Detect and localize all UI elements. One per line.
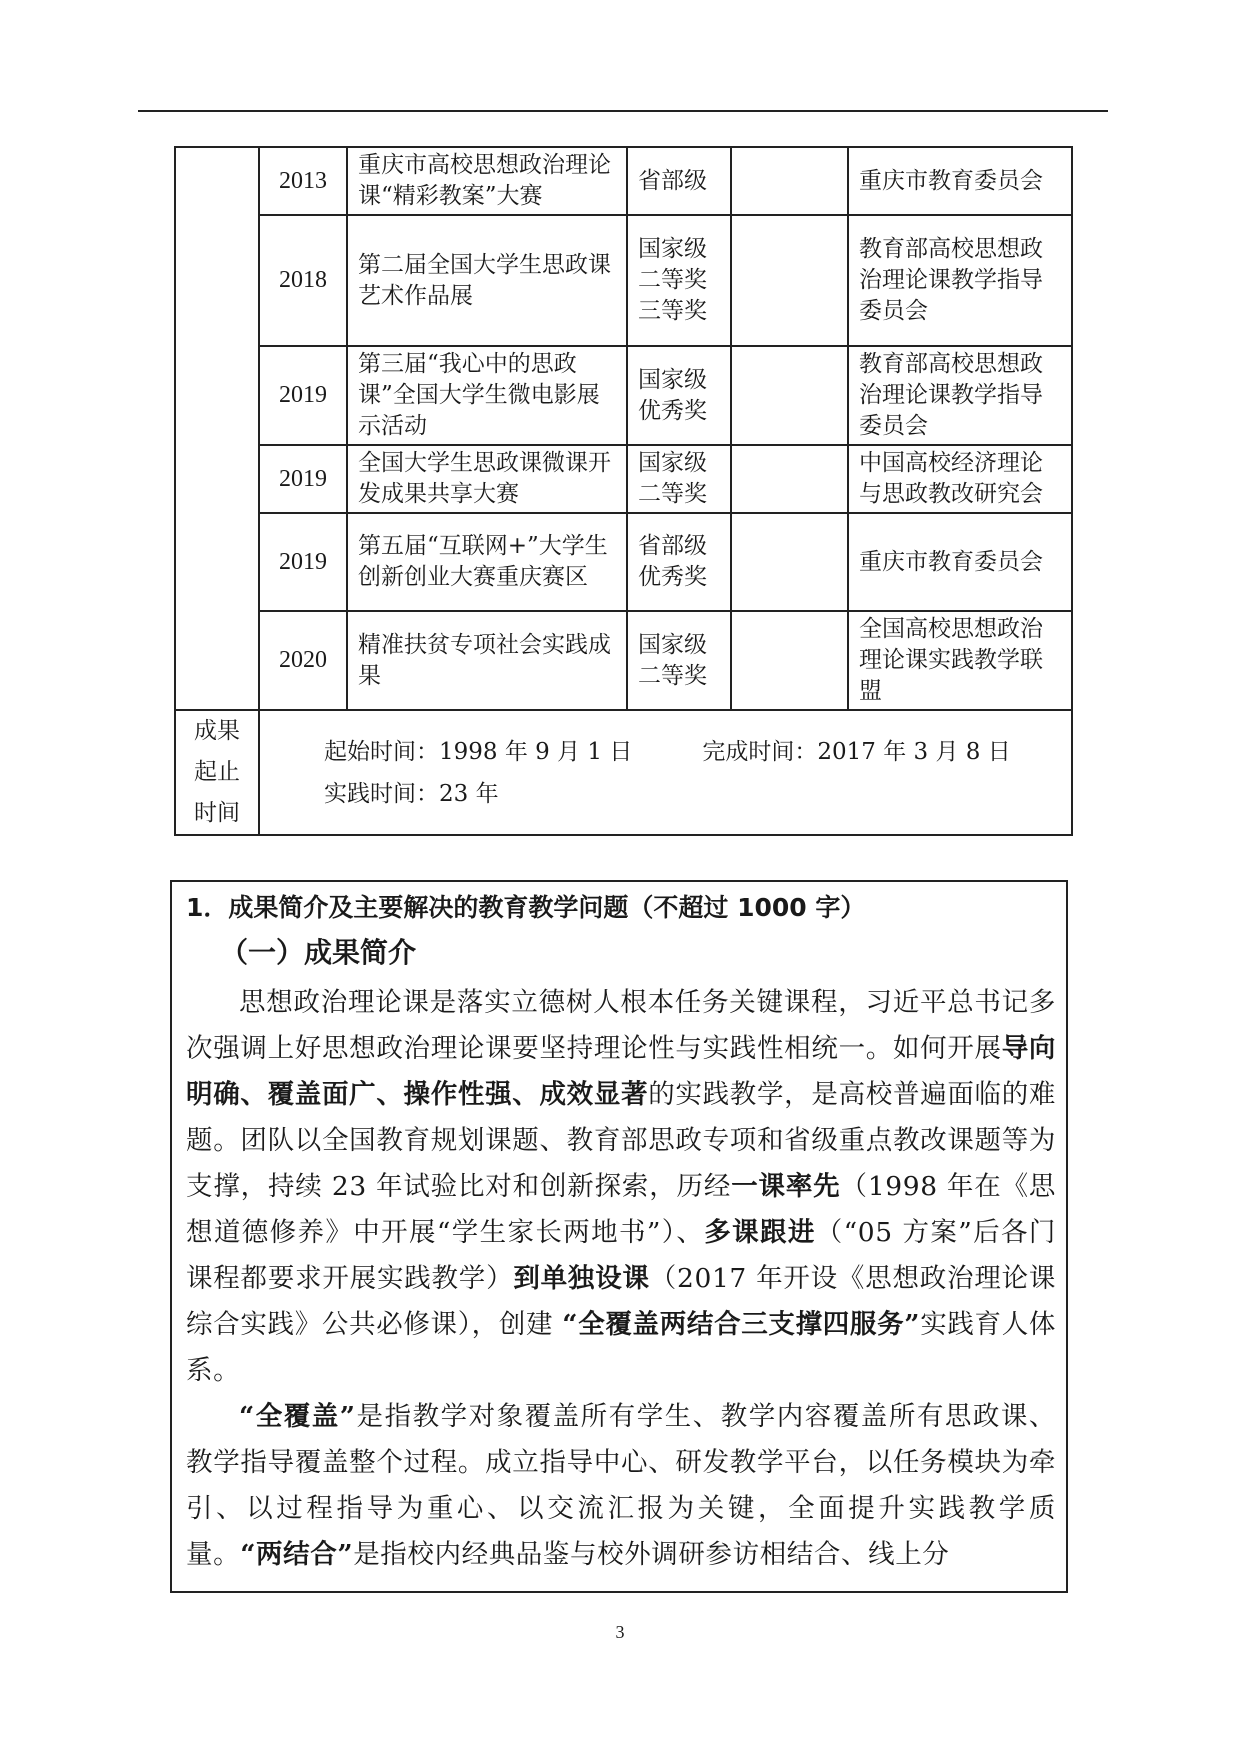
section-heading: 1．成果简介及主要解决的教育教学问题（不超过 1000 字） <box>186 893 866 922</box>
award-level: 国家级二等奖三等奖 <box>627 215 731 346</box>
award-name: 全国大学生思政课微课开发成果共享大赛 <box>347 445 627 513</box>
emphasis-text: 导向明确、覆盖面广、操作性强、成效显著 <box>186 1033 1057 1110</box>
category-cell <box>175 513 259 611</box>
text-run: 的实践教学，是高校普遍面临的难题。团队以全国教育规划课题、教育部思政专项和省级重点教改课题等为支撑，持续 23 年试验比对和创新探索，历经 <box>186 1079 1056 1202</box>
text-run: （1998 年在《思想道德修养》中开展“学生家长两地书”）、 <box>186 1171 1056 1248</box>
period-row <box>175 710 1072 835</box>
emphasis-text: 一课率先 <box>731 1171 841 1202</box>
text-run: （2017 年开设《思想政治理论课综合实践》公共必修课），创建 <box>186 1263 1056 1340</box>
award-org: 教育部高校思想政治理论课教学指导委员会 <box>848 215 1072 346</box>
award-name: 重庆市高校思想政治理论课“精彩教案”大赛 <box>347 147 627 215</box>
award-year: 2019 <box>259 346 347 445</box>
text-run: （“05 方案”后各门课程都要求开展实践教学） <box>186 1217 1056 1294</box>
paragraph <box>186 1394 1056 1578</box>
table-row <box>175 611 1072 710</box>
award-org: 重庆市教育委员会 <box>848 147 1072 215</box>
award-org: 中国高校经济理论与思政教改研究会 <box>848 445 1072 513</box>
period-label-line: 成果 <box>194 718 240 744</box>
award-level: 省部级 <box>627 147 731 215</box>
end-time: 完成时间：2017 年 3 月 8 日 <box>702 738 1011 765</box>
category-cell <box>175 215 259 346</box>
category-cell <box>175 445 259 513</box>
section-body <box>186 980 1056 1578</box>
award-extra <box>731 147 848 215</box>
period-content <box>259 710 1072 835</box>
award-level: 省部级优秀奖 <box>627 513 731 611</box>
category-cell <box>175 147 259 215</box>
award-org: 重庆市教育委员会 <box>848 513 1072 611</box>
table-row <box>175 215 1072 346</box>
award-name: 精准扶贫专项社会实践成果 <box>347 611 627 710</box>
award-year: 2019 <box>259 513 347 611</box>
period-label <box>175 710 259 835</box>
category-cell <box>175 346 259 445</box>
award-extra <box>731 445 848 513</box>
award-extra <box>731 513 848 611</box>
award-year: 2013 <box>259 147 347 215</box>
paragraph <box>186 980 1056 1394</box>
page-number: 3 <box>615 1622 625 1642</box>
practice-duration: 实践时间：23 年 <box>324 780 499 807</box>
award-year: 2019 <box>259 445 347 513</box>
header-rule <box>138 110 1108 112</box>
award-extra <box>731 215 848 346</box>
emphasis-text: “全覆盖两结合三支撑四服务” <box>562 1309 921 1340</box>
section-subheading: （一）成果简介 <box>220 936 417 969</box>
text-run: 实践育人体系。 <box>186 1309 1056 1386</box>
award-level: 国家级二等奖 <box>627 611 731 710</box>
table-row <box>175 513 1072 611</box>
award-org: 全国高校思想政治理论课实践教学联盟 <box>848 611 1072 710</box>
category-cell <box>175 611 259 710</box>
award-extra <box>731 611 848 710</box>
award-level: 国家级二等奖 <box>627 445 731 513</box>
award-year: 2020 <box>259 611 347 710</box>
award-level: 国家级优秀奖 <box>627 346 731 445</box>
award-org: 教育部高校思想政治理论课教学指导委员会 <box>848 346 1072 445</box>
award-year: 2018 <box>259 215 347 346</box>
text-run: 是指教学对象覆盖所有学生、教学内容覆盖所有思政课、教学指导覆盖整个过程。成立指导中心、研发教学平台，以任务模块为牵引、以过程指导为重心、以交流汇报为关键，全面提升实践教学质量。 <box>186 1401 1056 1570</box>
period-label-line: 时间 <box>194 800 240 826</box>
award-name: 第五届“互联网+”大学生创新创业大赛重庆赛区 <box>347 513 627 611</box>
award-name: 第二届全国大学生思政课艺术作品展 <box>347 215 627 346</box>
award-name: 第三届“我心中的思政课”全国大学生微电影展示活动 <box>347 346 627 445</box>
period-label-line: 起止 <box>194 759 240 785</box>
start-time: 起始时间：1998 年 9 月 1 日 <box>324 738 633 765</box>
emphasis-text: “两结合” <box>240 1539 354 1570</box>
period-dates <box>260 731 1071 773</box>
table-row <box>175 346 1072 445</box>
table-row <box>175 147 1072 215</box>
emphasis-text: 到单独设课 <box>513 1263 650 1294</box>
awards-table <box>174 146 1073 836</box>
emphasis-text: 多课跟进 <box>704 1217 816 1248</box>
summary-section <box>170 880 1068 1593</box>
table-row <box>175 445 1072 513</box>
emphasis-text: “全覆盖” <box>239 1401 356 1432</box>
text-run: 思想政治理论课是落实立德树人根本任务关键课程，习近平总书记多次强调上好思想政治理论课要坚持理论性与实践性相统一。如何开展 <box>186 987 1056 1064</box>
text-run: 是指校内经典品鉴与校外调研参访相结合、线上分 <box>353 1539 950 1570</box>
award-extra <box>731 346 848 445</box>
